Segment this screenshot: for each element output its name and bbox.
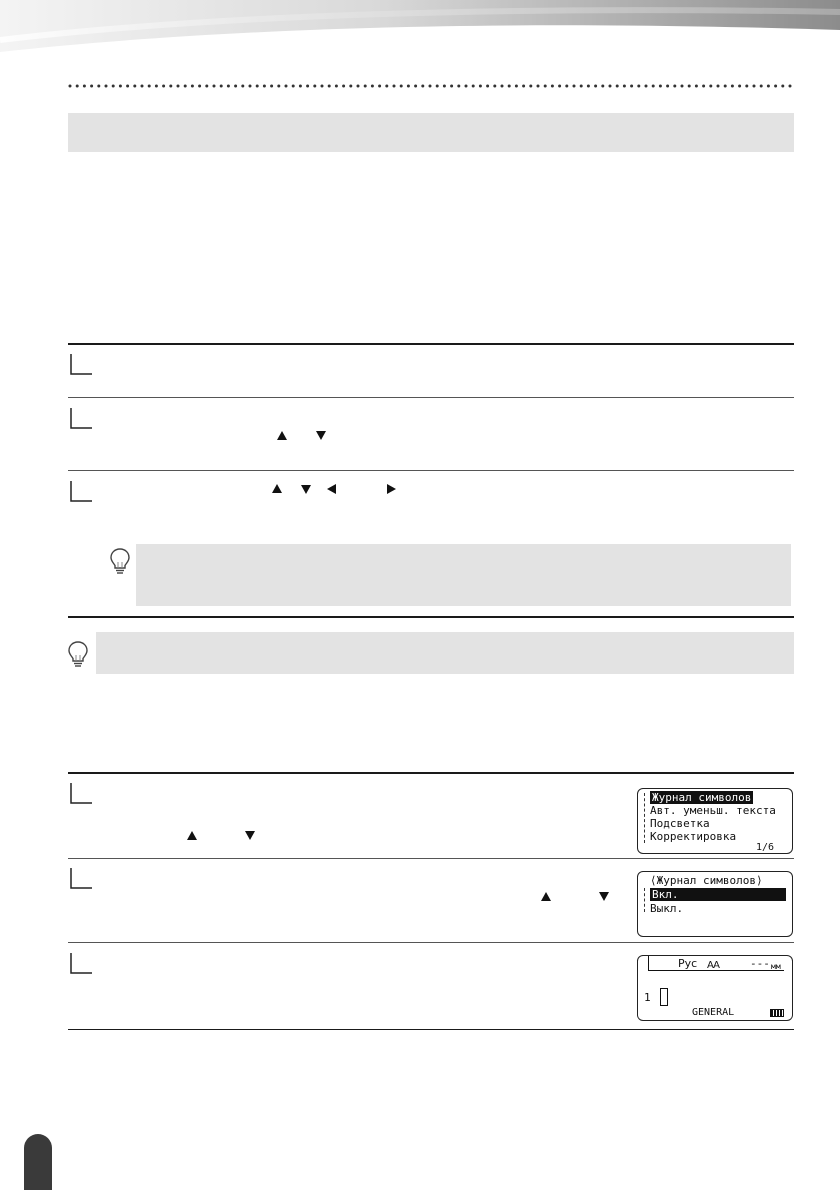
procedure-bottom-rule [68,1029,794,1030]
procedure-top-rule [68,772,794,774]
cursor-up-key-icon [541,892,551,901]
lightbulb-icon [108,547,132,577]
dotted-separator [68,84,794,88]
scroll-indicator [644,888,646,912]
step-marker [70,352,94,376]
lcd-option-title: ⟨Журнал символов⟩ [650,874,763,887]
lcd-menu-item-selected: Журнал символов [652,791,752,804]
step-divider [68,397,794,398]
lcd-menu-screen [637,788,793,854]
cursor-down-key-icon [316,431,326,440]
cursor-left-key-icon [327,484,336,494]
lcd-frame-left [648,956,649,970]
step-marker [70,406,94,430]
lcd-option: Выкл. [650,902,684,915]
step-marker [70,951,94,975]
cursor-up-key-icon [277,431,287,440]
lcd-page-indicator: 1/6 [756,842,775,853]
lcd-language: Рус [678,957,698,970]
step-marker [70,479,94,503]
cursor-down-key-icon [599,892,609,901]
tip-heading-box [96,632,794,674]
scroll-indicator [644,793,646,843]
step-marker [70,866,94,890]
lcd-unit: мм [771,962,781,971]
lcd-length: --- [750,957,770,970]
lcd-menu-item: Авт. уменьш. текста [650,804,776,817]
page-number-tab [24,1134,52,1190]
procedure-bottom-rule [68,616,794,618]
cursor-up-key-icon [187,831,197,840]
lcd-option-selected: Вкл. [650,888,786,901]
tip-box [136,544,791,606]
header-band [0,0,840,60]
lcd-line-number: 1 [644,991,651,1004]
cursor-right-key-icon [387,484,396,494]
procedure-top-rule [68,343,794,345]
lcd-cursor [660,988,668,1006]
lightbulb-icon [66,640,90,670]
lcd-size-mode: AA [707,960,719,971]
lcd-option-screen [637,871,793,937]
cursor-down-key-icon [245,831,255,840]
lcd-text-entry-screen [637,955,793,1021]
lcd-menu-item: Подсветка [650,817,710,830]
lcd-label-type: GENERAL [692,1007,735,1018]
section-heading-box [68,113,794,152]
step-divider [68,858,794,859]
step-marker [70,781,94,805]
lcd-menu-item: Корректировка [650,830,737,843]
step-divider [68,470,794,471]
step-divider [68,942,794,943]
cursor-up-key-icon [272,484,282,493]
battery-icon [770,1009,784,1017]
cursor-down-key-icon [301,485,311,494]
